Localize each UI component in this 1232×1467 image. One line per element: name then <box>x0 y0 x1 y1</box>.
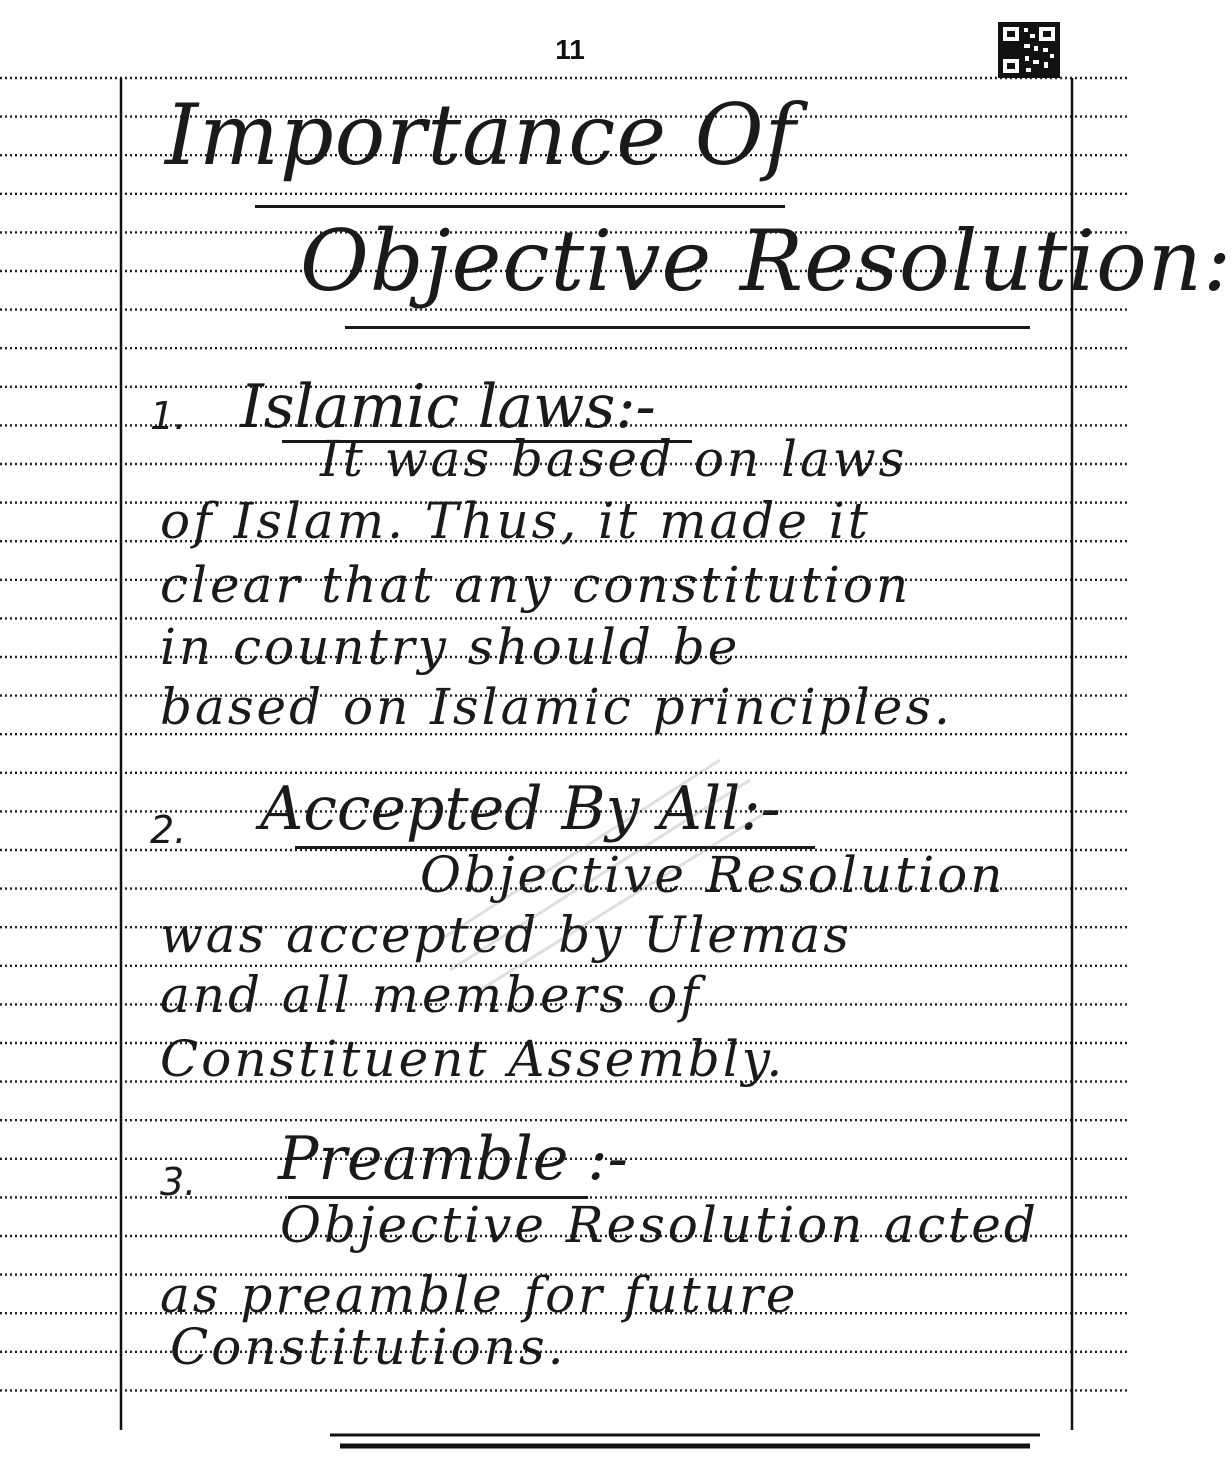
section-2-line-4: Constituent Assembly. <box>160 1030 786 1088</box>
section-3-line-1: Objective Resolution acted <box>280 1196 1039 1254</box>
section-3-line-2: as preamble for future <box>160 1266 799 1324</box>
section-2-line-3: and all members of <box>160 966 702 1024</box>
page-number: 11 <box>555 34 585 65</box>
section-1-line-3: clear that any constitution <box>160 556 912 614</box>
title-underline-2 <box>345 326 1030 329</box>
section-2-heading: Accepted By All:- <box>260 774 781 844</box>
section-1-heading: Islamic laws:- <box>240 372 656 442</box>
section-1-number: 1. <box>150 394 187 438</box>
qr-code-icon <box>998 22 1060 78</box>
title-line-2: Objective Resolution: <box>300 212 1232 310</box>
section-1-line-4: in country should be <box>160 618 741 676</box>
section-3-heading: Preamble :- <box>278 1124 628 1194</box>
title-underline-1 <box>255 205 785 208</box>
section-1-line-2: of Islam. Thus, it made it <box>160 492 871 550</box>
title-line-1: Importance Of <box>165 86 797 184</box>
section-3-number: 3. <box>160 1160 197 1204</box>
section-2-number: 2. <box>150 808 187 852</box>
section-2-line-1: Objective Resolution <box>420 846 1006 904</box>
section-2-line-2: was accepted by Ulemas <box>160 906 852 964</box>
stamp-watermark <box>420 740 780 1000</box>
section-1-line-1: It was based on laws <box>320 430 908 488</box>
section-1-line-5: based on Islamic principles. <box>160 678 953 736</box>
section-3-line-3: Constitutions. <box>170 1318 567 1376</box>
